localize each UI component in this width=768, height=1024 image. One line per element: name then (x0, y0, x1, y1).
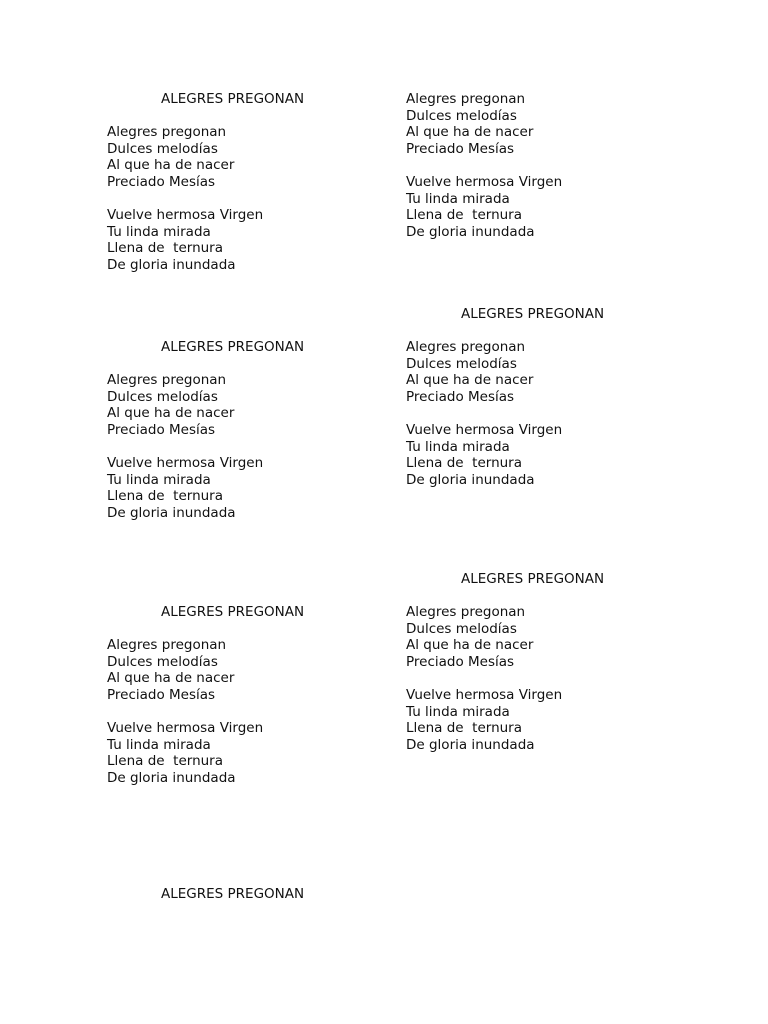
lyric-line: Al que ha de nacer (406, 372, 534, 389)
lyrics-block (406, 604, 562, 753)
lyric-line: Tu linda mirada (406, 703, 510, 720)
lyric-line: Dulces melodías (406, 355, 517, 372)
lyric-line: Llena de ternura (406, 207, 523, 224)
lyric-line: Preciado Mesías (107, 686, 216, 703)
stanza-break (406, 670, 562, 687)
lyric-line: Tu linda mirada (406, 438, 510, 455)
stanza-break (107, 438, 263, 455)
lyric-line: Preciado Mesías (406, 653, 515, 670)
lyric-line: Alegres pregonan (107, 637, 227, 653)
lyric-line: Preciado Mesías (406, 140, 515, 157)
lyric-line: Preciado Mesías (406, 388, 515, 405)
lyric-line: Dulces melodías (406, 107, 517, 124)
lyric-line: Llena de ternura (107, 488, 224, 505)
song-title: ALEGRES PREGONAN (161, 604, 305, 620)
lyric-line: Preciado Mesías (107, 173, 216, 190)
lyrics-block (406, 339, 562, 488)
lyric-line: Llena de ternura (406, 455, 523, 472)
lyric-line: De gloria inundada (406, 223, 535, 240)
song-title: ALEGRES PREGONAN (161, 339, 305, 355)
lyric-line: Al que ha de nacer (406, 124, 534, 141)
lyric-line: Alegres pregonan (107, 372, 227, 388)
lyric-line: Dulces melodías (406, 620, 517, 637)
lyric-line: Alegres pregonan (406, 339, 526, 355)
song-title: ALEGRES PREGONAN (161, 886, 305, 902)
lyric-line: Tu linda mirada (406, 190, 510, 207)
lyric-line: Llena de ternura (107, 240, 224, 257)
lyric-line: Tu linda mirada (107, 736, 211, 753)
song-title: ALEGRES PREGONAN (461, 571, 605, 587)
lyric-line: De gloria inundada (406, 471, 535, 488)
lyrics-block (107, 124, 263, 273)
lyrics-block (406, 91, 562, 240)
lyric-line: Tu linda mirada (107, 471, 211, 488)
lyric-line: Al que ha de nacer (107, 157, 235, 174)
lyric-line: Vuelve hermosa Virgen (406, 421, 563, 438)
lyric-line: Tu linda mirada (107, 223, 211, 240)
lyric-line: Al que ha de nacer (406, 637, 534, 654)
lyric-line: Alegres pregonan (406, 604, 526, 620)
lyric-line: Vuelve hermosa Virgen (406, 173, 563, 190)
lyric-line: Alegres pregonan (406, 91, 526, 107)
stanza-break (107, 703, 263, 720)
lyric-line: Vuelve hermosa Virgen (107, 206, 264, 223)
lyric-line: Al que ha de nacer (107, 670, 235, 687)
lyric-line: De gloria inundada (107, 256, 236, 273)
song-title: ALEGRES PREGONAN (161, 91, 305, 107)
stanza-break (107, 190, 263, 207)
lyrics-block (107, 637, 263, 786)
lyric-line: Dulces melodías (107, 388, 218, 405)
lyric-line: Vuelve hermosa Virgen (406, 686, 563, 703)
lyric-line: De gloria inundada (107, 769, 236, 786)
lyric-line: Al que ha de nacer (107, 405, 235, 422)
lyric-line: De gloria inundada (107, 504, 236, 521)
lyric-line: Dulces melodías (107, 140, 218, 157)
stanza-break (406, 157, 562, 174)
lyric-line: Llena de ternura (406, 720, 523, 737)
lyrics-block (107, 372, 263, 521)
lyric-line: Dulces melodías (107, 653, 218, 670)
lyric-line: Llena de ternura (107, 753, 224, 770)
stanza-break (406, 405, 562, 422)
lyric-line: Vuelve hermosa Virgen (107, 454, 264, 471)
lyric-line: Alegres pregonan (107, 124, 227, 140)
lyric-line: Preciado Mesías (107, 421, 216, 438)
lyric-line: De gloria inundada (406, 736, 535, 753)
lyric-line: Vuelve hermosa Virgen (107, 719, 264, 736)
song-title: ALEGRES PREGONAN (461, 306, 605, 322)
